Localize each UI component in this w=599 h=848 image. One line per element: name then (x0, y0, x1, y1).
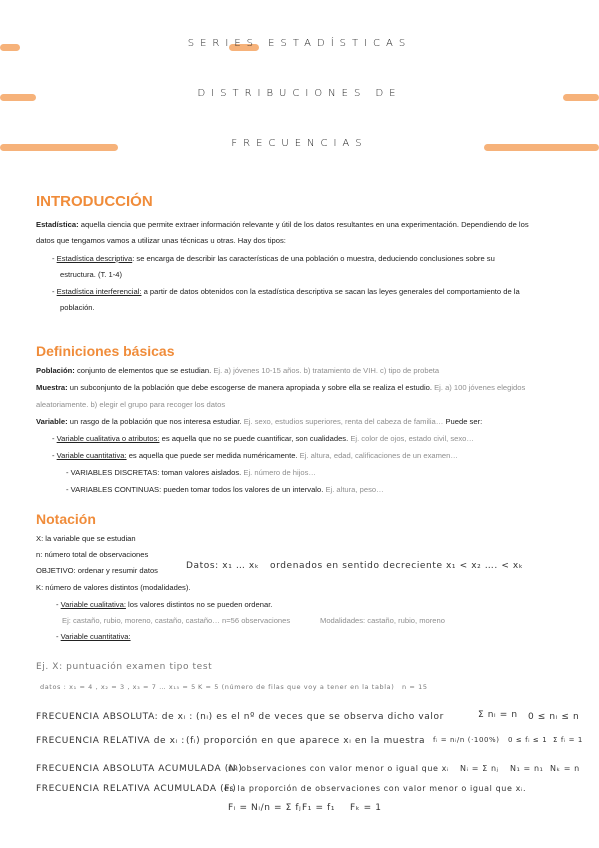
notacion-heading: Notación (36, 511, 96, 527)
muestra-term: Muestra: (36, 383, 68, 392)
intro-estadistica (36, 219, 529, 230)
def-variable (36, 416, 482, 427)
continuas-text: - VARIABLES CONTINUAS: pueden tomar todos los valores de un intervalo. (66, 485, 324, 494)
not-cuantitativa: - Variable cuantitativa: (56, 632, 131, 641)
intro-estadistica-2: datos que tengamos vamos a utilizar unas técnicas u otras. Hay dos tipos: (36, 236, 286, 245)
def-muestra-2: aleatoriamente. b) elegir el grupo para recoger los datos (36, 400, 226, 409)
poblacion-term: Población: (36, 366, 75, 375)
variable-text: un rasgo de la población que nos interesa estudiar. (67, 417, 242, 426)
not-objetivo-hw1: Datos: x₁ … xₖ (186, 561, 260, 571)
intro-inferencial: - Estadística interferencial: a partir de datos obtenidos con la estadística descriptiva se sacan las leyes generales del comportamiento de la (52, 287, 520, 296)
def-cuantitativa: - Variable cuantitativa: es aquella que puede ser medida numéricamente. Ej. altura, edad, calificaciones de un examen… (52, 451, 458, 460)
not-objetivo-hw3: x₁ < x₂ …. < xₖ (446, 561, 524, 571)
intro-descriptiva-2: estructura. (T. 1-4) (60, 270, 123, 279)
poblacion-example: Ej. a) jóvenes 10-15 años. b) tratamiento de VIH. c) tipo de probeta (211, 366, 440, 375)
estadistica-text: aquella ciencia que permite extraer información relevante y útil de los datos resultantes en una experimentación. Dependiendo de los (78, 220, 529, 229)
hw-fr-text: (fᵢ) proporción en que aparece xᵢ en la muestra (186, 736, 426, 746)
hw-faa-formula: Nᵢ = Σ nⱼ (460, 764, 499, 773)
def-muestra (36, 382, 525, 393)
title-line-1: SERIES ESTADÍSTICAS (187, 38, 412, 49)
not-objetivo: OBJETIVO: ordenar y resumir datos (36, 566, 158, 575)
inferencial-text: a partir de datos obtenidos con la estadística descriptiva se sacan las leyes generales del comportamiento de la (141, 287, 520, 296)
discretas-text: - VARIABLES DISCRETAS: toman valores aislados. (66, 468, 242, 477)
intro-inferencial-2: población. (60, 303, 95, 312)
hw-fr-formula: fᵢ = nᵢ/n (·100%) (433, 736, 500, 744)
hw-faa-text: nº observaciones con valor menor o igual que xᵢ (228, 764, 450, 773)
muestra-text: un subconjunto de la población que debe escogerse de manera apropiada y sobre ella se realiza el estudio. (67, 383, 432, 392)
continuas-example: Ej. altura, peso… (323, 485, 384, 494)
variable-tail: Puede ser: (443, 417, 483, 426)
definiciones-heading: Definiciones básicas (36, 343, 175, 359)
hw-fa-range: 0 ≤ nᵢ ≤ n (528, 712, 580, 722)
discretas-example: Ej. número de hijos… (241, 468, 317, 477)
hw-fra-text: es la proporción de observaciones con valor menor o igual que xᵢ. (224, 784, 527, 793)
hw-fa-formula: Σ nᵢ = n (478, 710, 518, 720)
cualitativa-term: Variable cualitativa o atributos: (56, 434, 160, 443)
not-cuantitativa-term: Variable cuantitativa: (60, 632, 131, 641)
title-block (0, 0, 599, 185)
def-poblacion (36, 365, 439, 376)
intro-heading: INTRODUCCIÓN (36, 193, 153, 210)
hw-fr-sum: Σ fᵢ = 1 (553, 736, 583, 744)
not-x: X: la variable que se estudian (36, 534, 136, 543)
not-cualitativa-text: los valores distintos no se pueden ordenar. (125, 600, 273, 609)
hw-n: n = 15 (402, 683, 428, 691)
hw-fra-fk: Fₖ = 1 (350, 803, 382, 813)
hw-fa-label: FRECUENCIA ABSOLUTA: de xᵢ : (36, 712, 193, 722)
hw-ejemplo: Ej. X: puntuación examen tipo test (36, 662, 213, 672)
variable-example: Ej. sexo, estudios superiores, renta del cabeza de familia… (241, 417, 444, 426)
not-cualitativa: - Variable cualitativa: los valores distintos no se pueden ordenar. (56, 600, 273, 609)
muestra-example: Ej. a) 100 jóvenes elegidos (431, 383, 526, 392)
estadistica-term: Estadística: (36, 220, 79, 229)
not-n: n: número total de observaciones (36, 550, 149, 559)
descriptiva-term: Estadística descriptiva (56, 254, 133, 263)
hw-fra-f1: F₁ = f₁ (302, 803, 336, 813)
hw-fr-range: 0 ≤ fᵢ ≤ 1 (508, 736, 548, 744)
descriptiva-text: : se encarga de describir las características de una población o muestra, deduciendo conclusiones sobre su (132, 254, 495, 263)
inferencial-term: Estadística interferencial: (56, 287, 142, 296)
hw-k: K = 5 (número de filas que voy a tener en la tabla) (198, 683, 395, 691)
not-cualitativa-term: Variable cualitativa: (60, 600, 126, 609)
hw-faa-nk: Nₖ = n (550, 764, 580, 773)
title-line-3: FRECUENCIAS (231, 138, 368, 149)
def-continuas (66, 484, 384, 495)
cualitativa-example: Ej. color de ojos, estado civil, sexo… (348, 434, 474, 443)
hw-faa-n1: N₁ = n₁ (510, 764, 544, 773)
poblacion-text: conjunto de elementos que se estudian. (74, 366, 212, 375)
hw-fra-formula: Fᵢ = Nᵢ/n = Σ fⱼ (228, 803, 302, 813)
intro-descriptiva: - Estadística descriptiva: se encarga de describir las características de una población o muestra, deduciendo conclusiones sobre su (52, 254, 495, 263)
variable-term: Variable: (36, 417, 68, 426)
not-k: K: número de valores distintos (modalidades). (36, 583, 191, 592)
cualitativa-text: es aquella que no se puede cuantificar, son cualidades. (159, 434, 349, 443)
title-line-2: DISTRIBUCIONES DE (197, 88, 402, 99)
cuantitativa-text: es aquella que puede ser medida numéricamente. (126, 451, 298, 460)
def-discretas (66, 467, 316, 478)
hw-faa-label: FRECUENCIA ABSOLUTA ACUMULADA (Nᵢ) (36, 764, 243, 774)
not-cual-ex2: Modalidades: castaño, rubio, moreno (320, 616, 445, 625)
hw-fa-text: (nᵢ) es el nº de veces que se observa dicho valor (196, 712, 444, 722)
hw-fr-label: FRECUENCIA RELATIVA de xᵢ : (36, 736, 185, 746)
cuantitativa-example: Ej. altura, edad, calificaciones de un examen… (297, 451, 458, 460)
hw-datos: datos : x₁ = 4 , x₂ = 3 , x₃ = 7 … x₁₅ = 5 (40, 683, 196, 691)
not-objetivo-hw2: ordenados en sentido decreciente (270, 561, 443, 571)
hw-fra-label: FRECUENCIA RELATIVA ACUMULADA (Fᵢ) (36, 784, 237, 794)
cuantitativa-term: Variable cuantitativa: (56, 451, 127, 460)
def-cualitativa: - Variable cualitativa o atributos: es aquella que no se puede cuantificar, son cualidades. Ej. color de ojos, estado civil, sexo… (52, 434, 474, 443)
not-cual-ex1: Ej: castaño, rubio, moreno, castaño, castaño… n=56 observaciones (62, 616, 291, 625)
